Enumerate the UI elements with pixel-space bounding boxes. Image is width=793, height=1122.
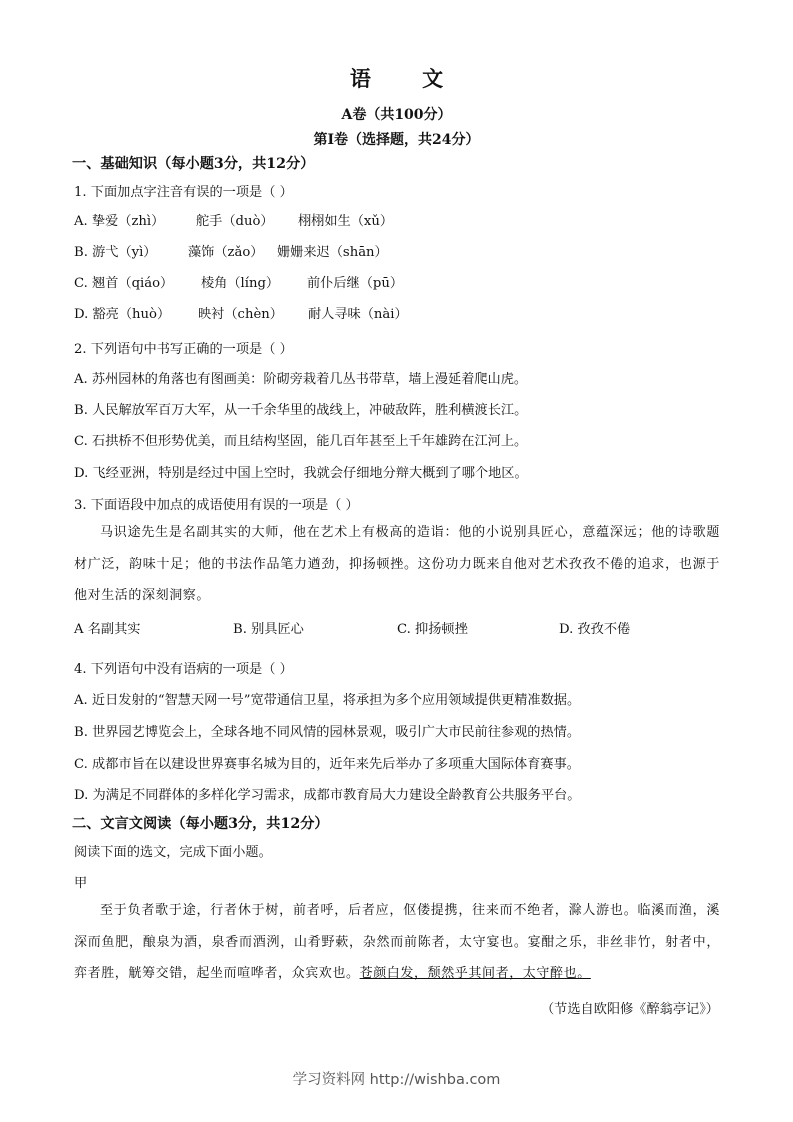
question-2-option-a: A. 苏州园林的角落也有图画美：阶砌旁栽着几丛书带草，墙上漫延着爬山虎。: [74, 372, 528, 387]
volume-a-heading: A卷（共100分）: [341, 107, 452, 123]
classical-passage: [74, 895, 720, 990]
question-2-option-b: B. 人民解放军百万大军，从一千余华里的战线上，冲破敌阵，胜利横渡长江。: [74, 403, 528, 418]
question-2-option-c: C. 石拱桥不但形势优美，而且结构坚固，能几百年甚至上千年雄跨在江河上。: [74, 434, 528, 449]
question-1-option-d: [74, 306, 408, 324]
question-2-stem: 2. 下列语句中书写正确的一项是（ ）: [74, 342, 293, 357]
section-1-heading: 一、基础知识（每小题3分，共12分）: [72, 156, 315, 172]
option-part: C. 翘首（qiáo）: [74, 276, 174, 291]
question-3-options: [74, 621, 630, 639]
option-d: D. 孜孜不倦: [559, 622, 631, 637]
option-part: A. 挚爱（zhì）: [74, 214, 165, 229]
option-c: C. 抑扬顿挫: [397, 622, 468, 637]
passage-text: 至于负者歌于途，行者休于树，前者呼，后者应，伛偻提携，往来而不绝者，滁人游也。临溪而渔，溪深而鱼肥，酿泉为酒，泉香而酒洌，山肴野蔌，杂然而前陈者，太守宴也。宴酣之乐，非丝非竹，射者中，弈者胜，觥筹交错，起坐而喧哗者，众宾欢也。: [74, 903, 720, 981]
question-4-option-c: C. 成都市旨在以建设世界赛事名城为目的，近年来先后举办了多项重大国际体育赛事。: [74, 757, 580, 772]
section-2-heading: 二、文言文阅读（每小题3分，共12分）: [72, 816, 329, 832]
question-1-option-c: [74, 275, 403, 293]
option-part: 耐人寻味（nài）: [308, 307, 408, 322]
question-1-option-a: [74, 213, 393, 231]
question-2-option-d: D. 飞经亚洲，特别是经过中国上空时，我就会仔细地分辩大概到了哪个地区。: [74, 466, 528, 481]
passage-source: （节选自欧阳修《醉翁亭记》）: [540, 1002, 719, 1017]
question-4-stem: 4. 下列语句中没有语病的一项是（ ）: [74, 662, 293, 677]
option-a: A 名副其实: [74, 622, 141, 637]
question-4-option-d: D. 为满足不同群体的多样化学习需求，成都市教育局大力建设全龄教育公共服务平台。: [74, 788, 581, 803]
option-part: 姗姗来迟（shān）: [277, 245, 388, 260]
question-1-stem: 1. 下面加点字注音有误的一项是（ ）: [74, 185, 293, 200]
question-1-option-b: [74, 244, 388, 262]
option-part: B. 游弋（yì）: [74, 245, 157, 260]
question-3-stem: 3. 下面语段中加点的成语使用有误的一项是（ ）: [74, 498, 359, 513]
passage-label: 甲: [74, 876, 88, 891]
option-part: 映衬（chèn）: [198, 307, 283, 322]
option-part: D. 豁亮（huò）: [74, 307, 171, 322]
volume-1-heading: 第Ⅰ卷（选择题，共24分）: [313, 132, 480, 148]
option-part: 栩栩如生（xǔ）: [298, 214, 394, 229]
reading-instruction: 阅读下面的选文，完成下面小题。: [74, 845, 272, 860]
passage-underlined-text: 苍颜白发，颓然乎其间者，太守醉也。: [359, 966, 591, 981]
option-part: 前仆后继（pū）: [307, 276, 404, 291]
option-b: B. 别具匠心: [233, 622, 304, 637]
option-part: 棱角（líng）: [201, 276, 280, 291]
question-4-option-b: B. 世界园艺博览会上，全球各地不同风情的园林景观，吸引广大市民前往参观的热情。: [74, 725, 581, 740]
page-title: 语 文: [349, 66, 466, 91]
page-footer: 学习资料网 http://wishba.com: [292, 1072, 501, 1088]
question-4-option-a: A. 近日发射的“智慧天网一号”宽带通信卫星，将承担为多个应用领域提供更精准数据。: [74, 693, 581, 708]
option-part: 舵手（duò）: [196, 214, 274, 229]
option-part: 藻饰（zǎo）: [188, 245, 264, 260]
question-3-passage: 马识途先生是名副其实的大师，他在艺术上有极高的造诣：他的小说别具匠心，意蕴深远；他的诗歌题材广泛，韵味十足；他的书法作品笔力遒劲，抑扬顿挫。这份功力既来自他对艺术孜孜不倦的追求，也源于他对生活的深刻洞察。: [74, 525, 720, 603]
